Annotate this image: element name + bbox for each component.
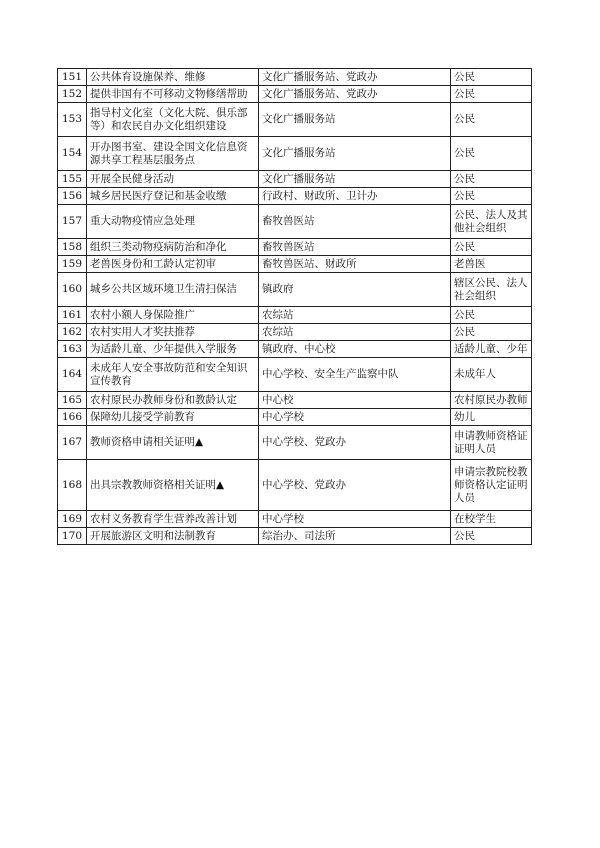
table-row <box>58 307 532 324</box>
table-row <box>58 69 532 86</box>
service-item: 开展全民健身活动 <box>87 171 259 188</box>
row-number: 153 <box>58 103 87 137</box>
responsible-department: 畜牧兽医站 <box>259 205 451 239</box>
table-row <box>58 239 532 256</box>
table-row <box>58 205 532 239</box>
responsible-department: 中心学校 <box>259 409 451 426</box>
table-row <box>58 188 532 205</box>
service-item: 组织三类动物疫病防治和净化 <box>87 239 259 256</box>
row-number: 165 <box>58 392 87 409</box>
service-target: 公民 <box>451 171 532 188</box>
service-target: 公民 <box>451 307 532 324</box>
row-number: 163 <box>58 341 87 358</box>
service-item: 城乡居民医疗登记和基金收缴 <box>87 188 259 205</box>
service-target: 在校学生 <box>451 511 532 528</box>
service-item: 农村实用人才奖扶推荐 <box>87 324 259 341</box>
table-row <box>58 273 532 307</box>
service-target: 未成年人 <box>451 358 532 392</box>
service-item: 农村原民办教师身份和教龄认定 <box>87 392 259 409</box>
table-row <box>58 171 532 188</box>
table-row <box>58 460 532 511</box>
responsible-department: 农综站 <box>259 307 451 324</box>
service-item: 保障幼儿接受学前教育 <box>87 409 259 426</box>
service-target: 农村原民办教师 <box>451 392 532 409</box>
service-target: 公民 <box>451 103 532 137</box>
service-target: 公民 <box>451 528 532 545</box>
table-row <box>58 341 532 358</box>
responsible-department: 文化广播服务站 <box>259 137 451 171</box>
service-item: 老兽医身份和工龄认定初审 <box>87 256 259 273</box>
service-target: 公民、法人及其他社会组织 <box>451 205 532 239</box>
responsible-department: 中心校 <box>259 392 451 409</box>
row-number: 170 <box>58 528 87 545</box>
service-target: 申请宗教院校教师资格认定证明人员 <box>451 460 532 511</box>
table-row <box>58 409 532 426</box>
row-number: 161 <box>58 307 87 324</box>
row-number: 158 <box>58 239 87 256</box>
responsible-department: 农综站 <box>259 324 451 341</box>
service-target: 公民 <box>451 324 532 341</box>
row-number: 156 <box>58 188 87 205</box>
service-item: 开展旅游区文明和法制教育 <box>87 528 259 545</box>
service-target: 辖区公民、法人社会组织 <box>451 273 532 307</box>
service-item: 开办图书室、建设全国文化信息资源共享工程基层服务点 <box>87 137 259 171</box>
responsible-department: 文化广播服务站 <box>259 103 451 137</box>
responsible-department: 中心学校、党政办 <box>259 426 451 460</box>
table-row <box>58 103 532 137</box>
table-row <box>58 256 532 273</box>
responsible-department: 文化广播服务站、党政办 <box>259 69 451 86</box>
responsible-department: 中心学校 <box>259 511 451 528</box>
service-target: 公民 <box>451 239 532 256</box>
responsible-department: 畜牧兽医站 <box>259 239 451 256</box>
row-number: 162 <box>58 324 87 341</box>
table-row <box>58 137 532 171</box>
row-number: 164 <box>58 358 87 392</box>
row-number: 168 <box>58 460 87 511</box>
row-number: 166 <box>58 409 87 426</box>
service-item: 教师资格申请相关证明▲ <box>87 426 259 460</box>
service-target: 公民 <box>451 69 532 86</box>
public-service-table <box>57 68 532 545</box>
service-target: 适龄儿童、少年 <box>451 341 532 358</box>
responsible-department: 畜牧兽医站、财政所 <box>259 256 451 273</box>
responsible-department: 文化广播服务站、党政办 <box>259 86 451 103</box>
service-item: 农村小额人身保险推广 <box>87 307 259 324</box>
service-item: 城乡公共区域环境卫生清扫保洁 <box>87 273 259 307</box>
service-item: 重大动物疫情应急处理 <box>87 205 259 239</box>
service-target: 公民 <box>451 188 532 205</box>
responsible-department: 行政村、财政所、卫计办 <box>259 188 451 205</box>
service-item: 指导村文化室（文化大院、俱乐部等）和农民自办文化组织建设 <box>87 103 259 137</box>
table-body <box>58 69 532 545</box>
table-row <box>58 528 532 545</box>
service-target: 老兽医 <box>451 256 532 273</box>
row-number: 152 <box>58 86 87 103</box>
row-number: 159 <box>58 256 87 273</box>
row-number: 167 <box>58 426 87 460</box>
table-row <box>58 392 532 409</box>
row-number: 155 <box>58 171 87 188</box>
responsible-department: 镇政府、中心校 <box>259 341 451 358</box>
row-number: 160 <box>58 273 87 307</box>
table-row <box>58 358 532 392</box>
table-row <box>58 86 532 103</box>
row-number: 151 <box>58 69 87 86</box>
service-item: 提供非国有不可移动文物修缮帮助 <box>87 86 259 103</box>
responsible-department: 文化广播服务站 <box>259 171 451 188</box>
service-item: 农村义务教育学生营养改善计划 <box>87 511 259 528</box>
service-target: 公民 <box>451 137 532 171</box>
service-item: 未成年人安全事故防范和安全知识宣传教育 <box>87 358 259 392</box>
row-number: 154 <box>58 137 87 171</box>
table-row <box>58 511 532 528</box>
table-row <box>58 426 532 460</box>
row-number: 157 <box>58 205 87 239</box>
responsible-department: 中心学校、党政办 <box>259 460 451 511</box>
responsible-department: 综治办、司法所 <box>259 528 451 545</box>
responsible-department: 镇政府 <box>259 273 451 307</box>
row-number: 169 <box>58 511 87 528</box>
responsible-department: 中心学校、安全生产监察中队 <box>259 358 451 392</box>
service-target: 幼儿 <box>451 409 532 426</box>
service-target: 申请教师资格证证明人员 <box>451 426 532 460</box>
service-item: 为适龄儿童、少年提供入学服务 <box>87 341 259 358</box>
service-target: 公民 <box>451 86 532 103</box>
service-item: 出具宗教教师资格相关证明▲ <box>87 460 259 511</box>
table-row <box>58 324 532 341</box>
service-item: 公共体育设施保养、维修 <box>87 69 259 86</box>
